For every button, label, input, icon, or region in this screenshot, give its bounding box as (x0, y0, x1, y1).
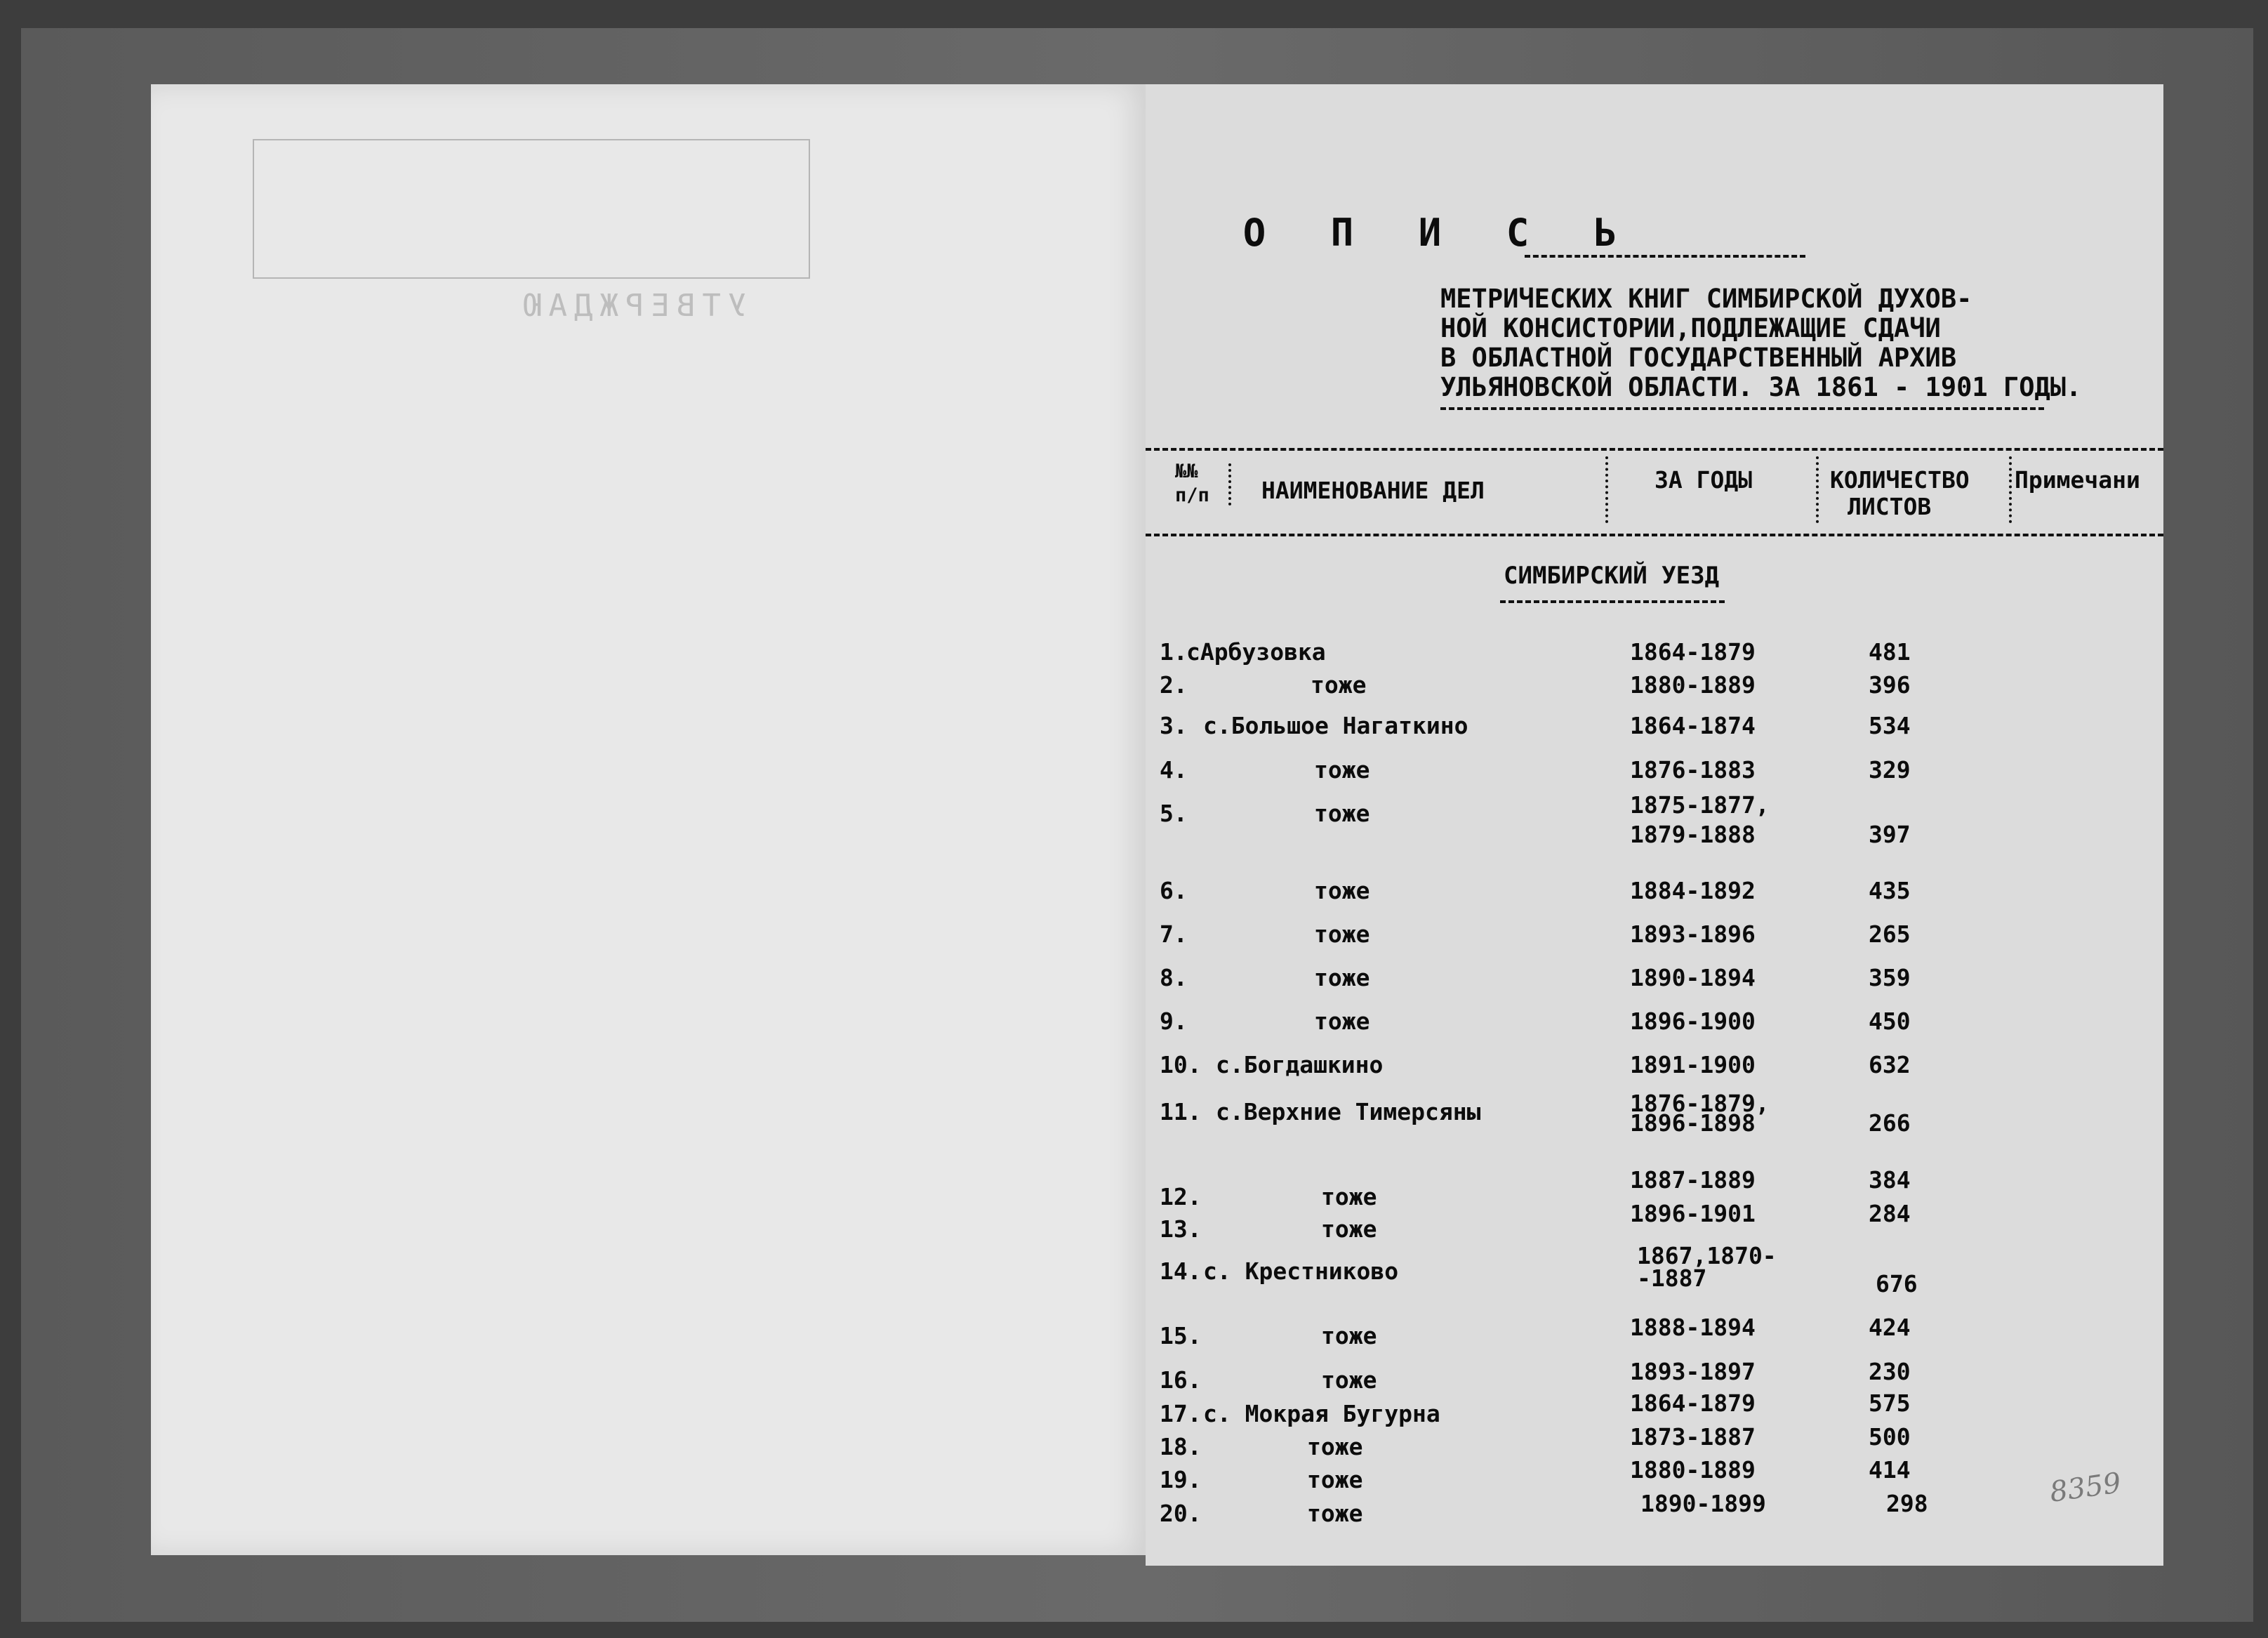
row-years: 1887-1889 (1630, 1166, 1756, 1194)
faded-stamp-box (253, 139, 810, 279)
title-line-4: УЛЬЯНОВСКОЙ ОБЛАСТИ. ЗА 1861 - 1901 ГОДЫ. (1440, 372, 2082, 402)
row-count: 329 (1869, 756, 1911, 784)
title-line-2: НОЙ КОНСИСТОРИИ,ПОДЛЕЖАЩИЕ СДАЧИ (1440, 313, 1941, 343)
table-row (1146, 878, 2163, 920)
row-years: 1896-1900 (1630, 1008, 1756, 1035)
table-top-rule (1146, 448, 2163, 451)
row-count: 298 (1886, 1490, 1928, 1517)
row-count: 397 (1869, 821, 1911, 848)
row-num: 10. (1160, 1051, 1202, 1078)
row-num: 12. (1160, 1183, 1202, 1210)
row-years: 1867,1870- (1637, 1242, 1777, 1269)
row-num: 17. (1160, 1400, 1202, 1427)
row-years: 1880-1889 (1630, 671, 1756, 699)
table-row (1146, 1008, 2163, 1050)
row-num: 3. (1160, 712, 1188, 739)
col-sep-1 (1228, 463, 1231, 506)
row-years-cont: -1887 (1637, 1264, 1707, 1292)
document-title (1440, 284, 2082, 402)
row-count: 230 (1869, 1358, 1911, 1385)
row-num: 4. (1160, 756, 1188, 784)
row-num: 2. (1160, 671, 1188, 699)
row-name: тоже (1307, 1433, 1363, 1460)
section-title: СИМБИРСКИЙ УЕЗД (1504, 562, 1720, 590)
table-row (1146, 1491, 2163, 1533)
row-num: 18. (1160, 1433, 1202, 1460)
right-page (1146, 84, 2163, 1566)
table-row (1146, 965, 2163, 1007)
row-years: 1890-1899 (1640, 1490, 1766, 1517)
row-num: 19. (1160, 1466, 1202, 1493)
row-count: 265 (1869, 920, 1911, 948)
row-name: тоже (1321, 1366, 1377, 1394)
row-name: тоже (1314, 920, 1370, 948)
col-header-count: КОЛИЧЕСТВО ЛИСТОВ (1830, 466, 1970, 520)
row-years: 1864-1879 (1630, 638, 1756, 666)
row-count: 284 (1869, 1200, 1911, 1227)
row-name: тоже (1311, 671, 1367, 699)
row-name: тоже (1321, 1183, 1377, 1210)
row-name: с.Верхние Тимерсяны (1216, 1098, 1481, 1125)
row-num: 13. (1160, 1215, 1202, 1243)
table-row (1146, 1201, 2163, 1243)
row-years: 1890-1894 (1630, 964, 1756, 991)
table-row (1146, 791, 2163, 871)
row-name: тоже (1314, 1008, 1370, 1035)
row-name: с. Крестниково (1203, 1257, 1399, 1285)
col-sep-3 (1816, 456, 1819, 523)
col-header-notes: Примечани (2015, 466, 2140, 494)
row-num: 14. (1160, 1257, 1202, 1285)
row-count: 435 (1869, 877, 1911, 904)
row-num: 15. (1160, 1322, 1202, 1349)
col-sep-2 (1605, 456, 1608, 523)
table-row (1146, 1243, 2163, 1306)
row-count: 266 (1869, 1109, 1911, 1137)
row-years-cont: 1896-1898 (1630, 1109, 1756, 1137)
row-name: сАрбузовка (1186, 638, 1326, 666)
section-underline (1500, 600, 1725, 603)
heading-underline (1525, 255, 1805, 258)
row-years: 1884-1892 (1630, 877, 1756, 904)
table-row (1146, 713, 2163, 755)
row-years: 1896-1901 (1630, 1200, 1756, 1227)
row-num: 5. (1160, 800, 1188, 827)
row-years: 1864-1879 (1630, 1389, 1756, 1417)
row-name: тоже (1314, 800, 1370, 827)
table-row (1146, 1090, 2163, 1155)
row-count: 424 (1869, 1314, 1911, 1341)
row-name: с.Большое Нагаткино (1203, 712, 1468, 739)
row-num: 6. (1160, 877, 1188, 904)
col-header-name: НАИМЕНОВАНИЕ ДЕЛ (1261, 477, 1485, 504)
row-num: 11. (1160, 1098, 1202, 1125)
row-name: тоже (1314, 877, 1370, 904)
row-years: 1873-1887 (1630, 1423, 1756, 1451)
left-page (151, 84, 1148, 1555)
title-underline (1440, 407, 2044, 410)
row-years: 1864-1874 (1630, 712, 1756, 739)
title-line-1: МЕТРИЧЕСКИХ КНИГ СИМБИРСКОЙ ДУХОВ- (1440, 284, 1972, 314)
table-row (1146, 1314, 2163, 1356)
row-num: 16. (1160, 1366, 1202, 1394)
col-header-num: №№ п/п (1175, 461, 1209, 506)
row-name: тоже (1307, 1500, 1363, 1527)
row-name: тоже (1307, 1466, 1363, 1493)
table-row (1146, 1052, 2163, 1094)
row-name: тоже (1314, 756, 1370, 784)
pencil-note: 8359 (2048, 1467, 2123, 1509)
row-count: 534 (1869, 712, 1911, 739)
row-num: 7. (1160, 920, 1188, 948)
row-years: 1876-1883 (1630, 756, 1756, 784)
col-header-years: ЗА ГОДЫ (1654, 466, 1753, 494)
document-heading: О П И С Ь (1242, 211, 1638, 255)
row-name: с.Богдашкино (1216, 1051, 1384, 1078)
row-count: 384 (1869, 1166, 1911, 1194)
row-count: 359 (1869, 964, 1911, 991)
title-line-3: В ОБЛАСТНОЙ ГОСУДАРСТВЕННЫЙ АРХИВ (1440, 343, 1957, 373)
row-count: 500 (1869, 1423, 1911, 1451)
row-count: 481 (1869, 638, 1911, 666)
row-num: 1. (1160, 638, 1188, 666)
row-years: 1880-1889 (1630, 1456, 1756, 1484)
table-header-rule (1146, 534, 2163, 536)
table-row (1146, 921, 2163, 963)
row-years: 1875-1877, (1630, 791, 1770, 819)
row-count: 414 (1869, 1456, 1911, 1484)
row-years: 1888-1894 (1630, 1314, 1756, 1341)
bleed-through-heading: УТВЕРЖДАЮ (516, 288, 747, 324)
row-years: 1876-1879, (1630, 1090, 1770, 1117)
row-name: тоже (1321, 1215, 1377, 1243)
row-years: 1891-1900 (1630, 1051, 1756, 1078)
row-name: с. Мокрая Бугурна (1203, 1400, 1440, 1427)
row-years: 1893-1897 (1630, 1358, 1756, 1385)
col-sep-4 (2009, 456, 2012, 523)
row-years-cont: 1879-1888 (1630, 821, 1756, 848)
row-count: 396 (1869, 671, 1911, 699)
row-name: тоже (1314, 964, 1370, 991)
row-num: 9. (1160, 1008, 1188, 1035)
row-count: 676 (1876, 1270, 1918, 1297)
table-row (1146, 672, 2163, 714)
row-num: 20. (1160, 1500, 1202, 1527)
row-years: 1893-1896 (1630, 920, 1756, 948)
row-count: 632 (1869, 1051, 1911, 1078)
row-name: тоже (1321, 1322, 1377, 1349)
row-count: 450 (1869, 1008, 1911, 1035)
row-num: 8. (1160, 964, 1188, 991)
row-count: 575 (1869, 1389, 1911, 1417)
